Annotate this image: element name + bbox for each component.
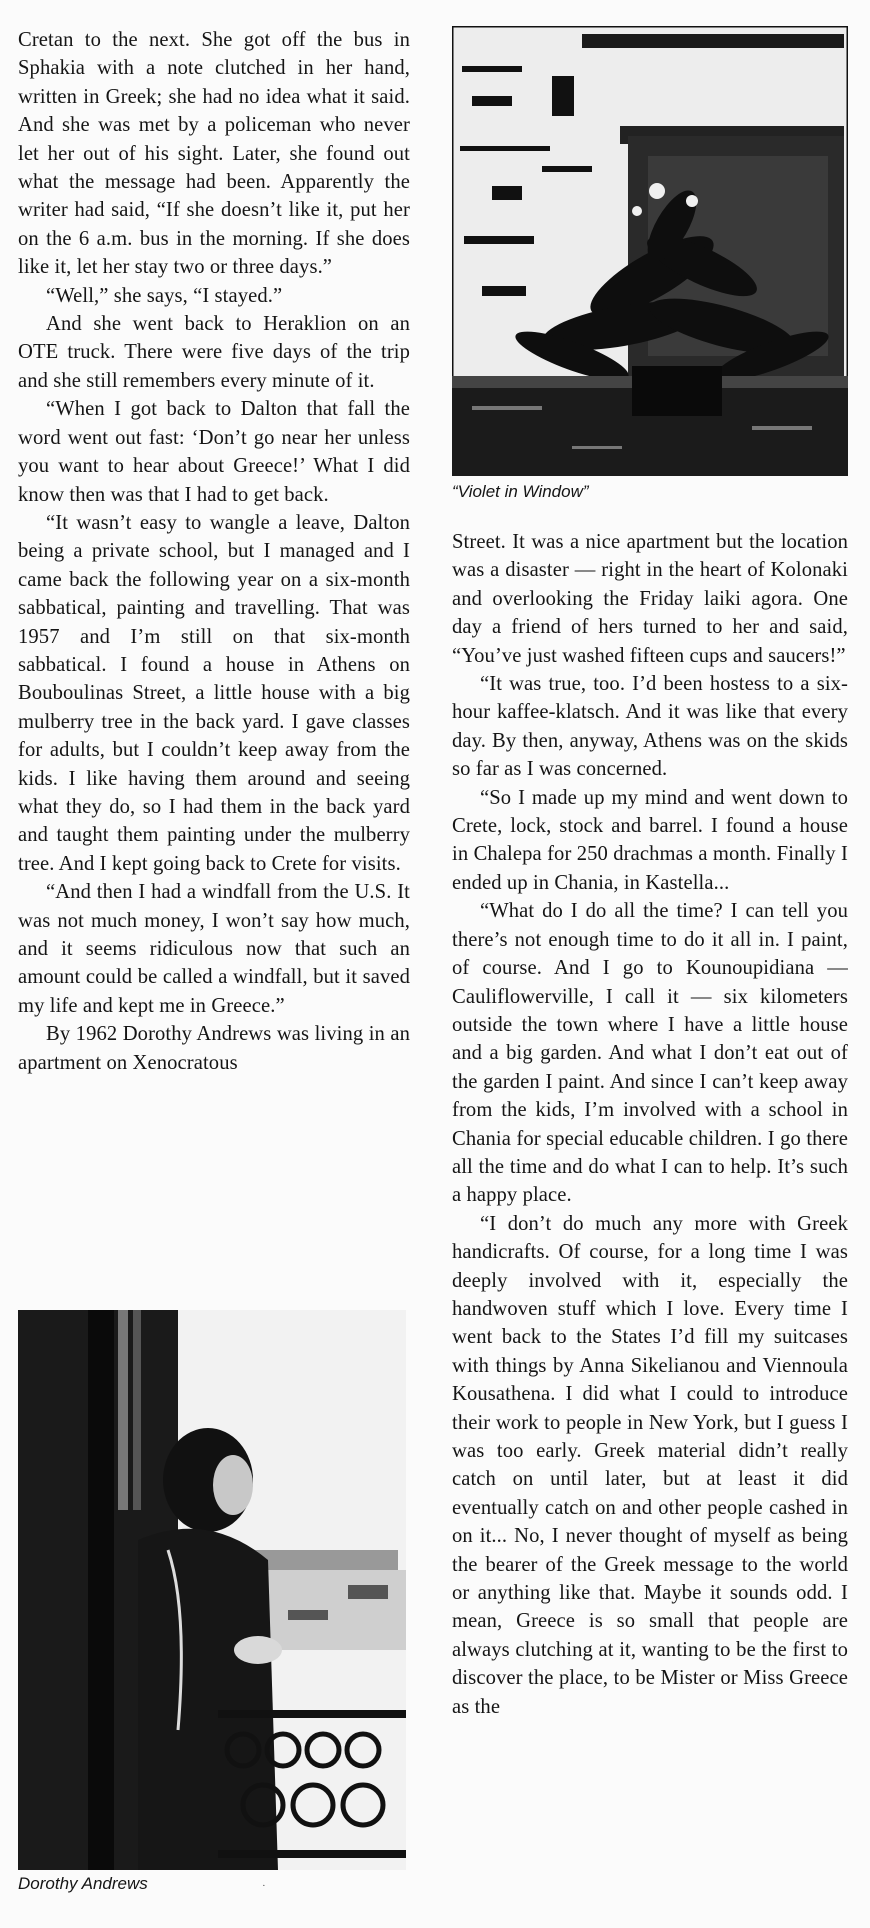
paragraph: “What do I do all the time? I can tell you there’s not enough time to do it all in. I paint, of course. And I go to Kounoupidiana — Cauliflowerville, I call it — six kilometers outside the town where I have a little house and a big garden. And what I don’t eat out of the garden I paint. And since I can’t keep away from the kids, I’m involved with a school in Chania for special educable children. I go there all the time and do what I can to help. It’s such a happy place. bbox=[452, 900, 848, 1207]
paragraph: Street. It was a nice apartment but the location was a disaster — right in the heart of Kolonaki and overlooking the Friday laiki agora. One day a friend of hers turned to her and said, “You’ve just washed fifteen cups and saucers!” bbox=[452, 531, 848, 667]
paragraph: “So I made up my mind and went down to Crete, lock, stock and barrel. I found a house in Chalepa for 250 drachmas a month. Finally I ended up in Chania, in Kastella... bbox=[452, 786, 848, 894]
dorothy-andrews-photo bbox=[18, 1310, 406, 1870]
left-text-column bbox=[18, 26, 410, 1077]
right-text-column bbox=[452, 528, 848, 1721]
paragraph: “When I got back to Dalton that fall the word went out fast: ‘Don’t go near her unless you want to hear about Greece!’ What I did know then was that I had to get back. bbox=[18, 398, 410, 506]
violet-artwork bbox=[452, 26, 848, 476]
violet-caption: “Violet in Window” bbox=[452, 482, 589, 501]
paragraph: “Well,” she says, “I stayed.” bbox=[46, 284, 283, 307]
paragraph: “And then I had a windfall from the U.S. It was not much money, I won’t say how much, and it seems ridiculous now that such an amount could be called a windfall, but it saved my life and kept me in Greece.” bbox=[18, 881, 410, 1017]
paragraph: And she went back to Heraklion on an OTE truck. There were five days of the trip and she still remembers every minute of it. bbox=[18, 313, 410, 392]
paragraph: Cretan to the next. She got off the bus in Sphakia with a note clutched in her hand, written in Greek; she had no idea what it said. And she was met by a policeman who never let her out of his sight. Later, she found out what the message had been. Apparently the writer had said, “If she doesn’t like it, put her on the 6 a.m. bus in the morning. If she does like it, let her stay two or three days.” bbox=[18, 29, 410, 279]
violet-in-window-image bbox=[452, 26, 848, 476]
paragraph: “It wasn’t easy to wangle a leave, Dalton being a private school, but I managed and I came back the following year on a six-month sabbatical, painting and travelling. That was 1957 and I’m still on that six-month sabbatical. I found a house in Athens on Bouboulinas Street, a little house with a big mulberry tree in the back yard. I gave classes for adults, but I couldn’t keep away from the kids. I like having them around and seeing what they do, so I had them in the back yard and taught them painting under the mulberry tree. And I kept going back to Crete for visits. bbox=[18, 511, 410, 875]
paragraph: “It was true, too. I’d been hostess to a six-hour kaffee-klatsch. And it was like that every day. By then, anyway, Athens was on the skids so far as I was concerned. bbox=[452, 673, 848, 781]
paragraph: By 1962 Dorothy Andrews was living in an apartment on Xenocratous bbox=[18, 1023, 410, 1074]
paragraph: “I don’t do much any more with Greek handicrafts. Of course, for a long time I was deeply involved with it, especially the handwoven stuff which I love. Every time I went back to the States I’d fill my suitcases with things by Anna Sikelianou and Viennoula Kousathena. I did what I could to introduce their work to people in New York, but I guess I was too early. Greek material didn’t really catch on until later, but at least it did eventually catch on and other people cashed in on it... No, I never thought of myself as being the bearer of the Greek message to the world or anything like that. Maybe it sounds odd. I mean, Greece is so small that people are always clutching at it, wanting to be the first to discover the place, to be Mister or Miss Greece as the bbox=[452, 1212, 848, 1718]
dorothy-caption: Dorothy Andrews bbox=[18, 1874, 148, 1893]
scan-mark: · bbox=[262, 1880, 266, 1892]
dorothy-photo-graphic bbox=[18, 1310, 406, 1870]
